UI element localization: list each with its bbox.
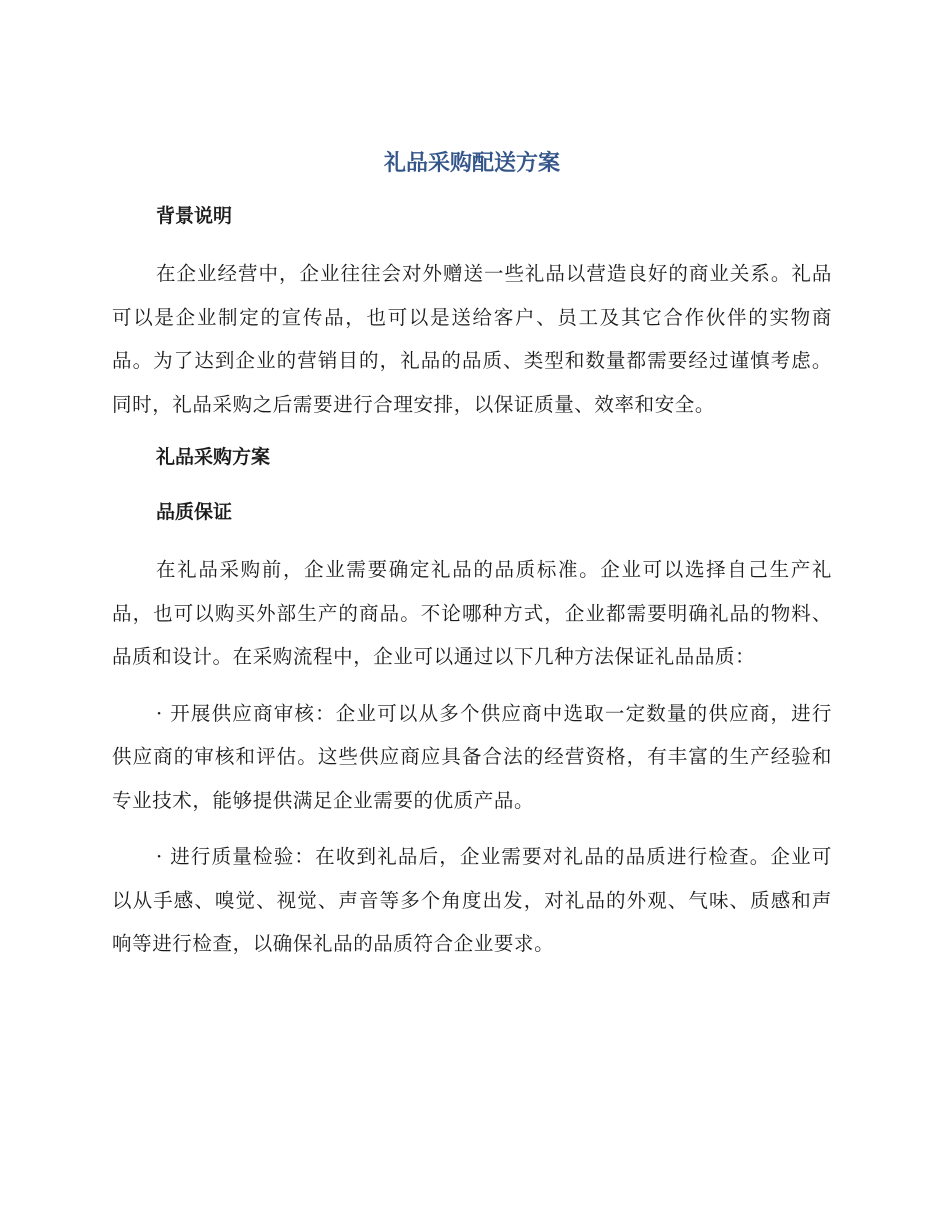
document-title: 礼品采购配送方案	[383, 151, 560, 176]
section-heading-procurement: 礼品采购方案	[156, 446, 271, 468]
spacer	[112, 679, 832, 692]
spacer	[112, 234, 832, 252]
spacer	[112, 475, 832, 494]
bullet-supplier-audit: · 开展供应商审核：企业可以从多个供应商中选取一定数量的供应商，进行供应商的审核和评估。这些供应商应具备合法的经营资格，有丰富的生产经验和专业技术，能够提供满足企业需要的优质产品。	[112, 701, 832, 812]
spacer	[112, 822, 832, 835]
section-heading-quality: 品质保证	[156, 501, 233, 523]
document-body	[112, 144, 832, 966]
spacer	[112, 426, 832, 439]
bullet-quality-inspection: · 进行质量检验：在收到礼品后，企业需要对礼品的品质进行检查。企业可以从手感、嗅觉、视觉、声音等多个角度出发，对礼品的外观、气味、质感和声响等进行检查，以确保礼品的品质符合企业要求。	[112, 845, 832, 955]
quality-intro-paragraph: 在礼品采购前，企业需要确定礼品的品质标准。企业可以选择自己生产礼品，也可以购买外部生产的商品。不论哪种方式，企业都需要明确礼品的物料、品质和设计。在采购流程中，企业可以通过以下几种方法保证礼品品质：	[112, 558, 832, 668]
section-heading-background: 背景说明	[156, 205, 233, 227]
background-paragraph: 在企业经营中，企业往往会对外赠送一些礼品以营造良好的商业关系。礼品可以是企业制定的宣传品，也可以是送给客户、员工及其它合作伙伴的实物商品。为了达到企业的营销目的，礼品的品质、类型和数量都需要经过谨慎考虑。同时，礼品采购之后需要进行合理安排，以保证质量、效率和安全。	[112, 262, 832, 416]
spacer	[112, 530, 832, 548]
